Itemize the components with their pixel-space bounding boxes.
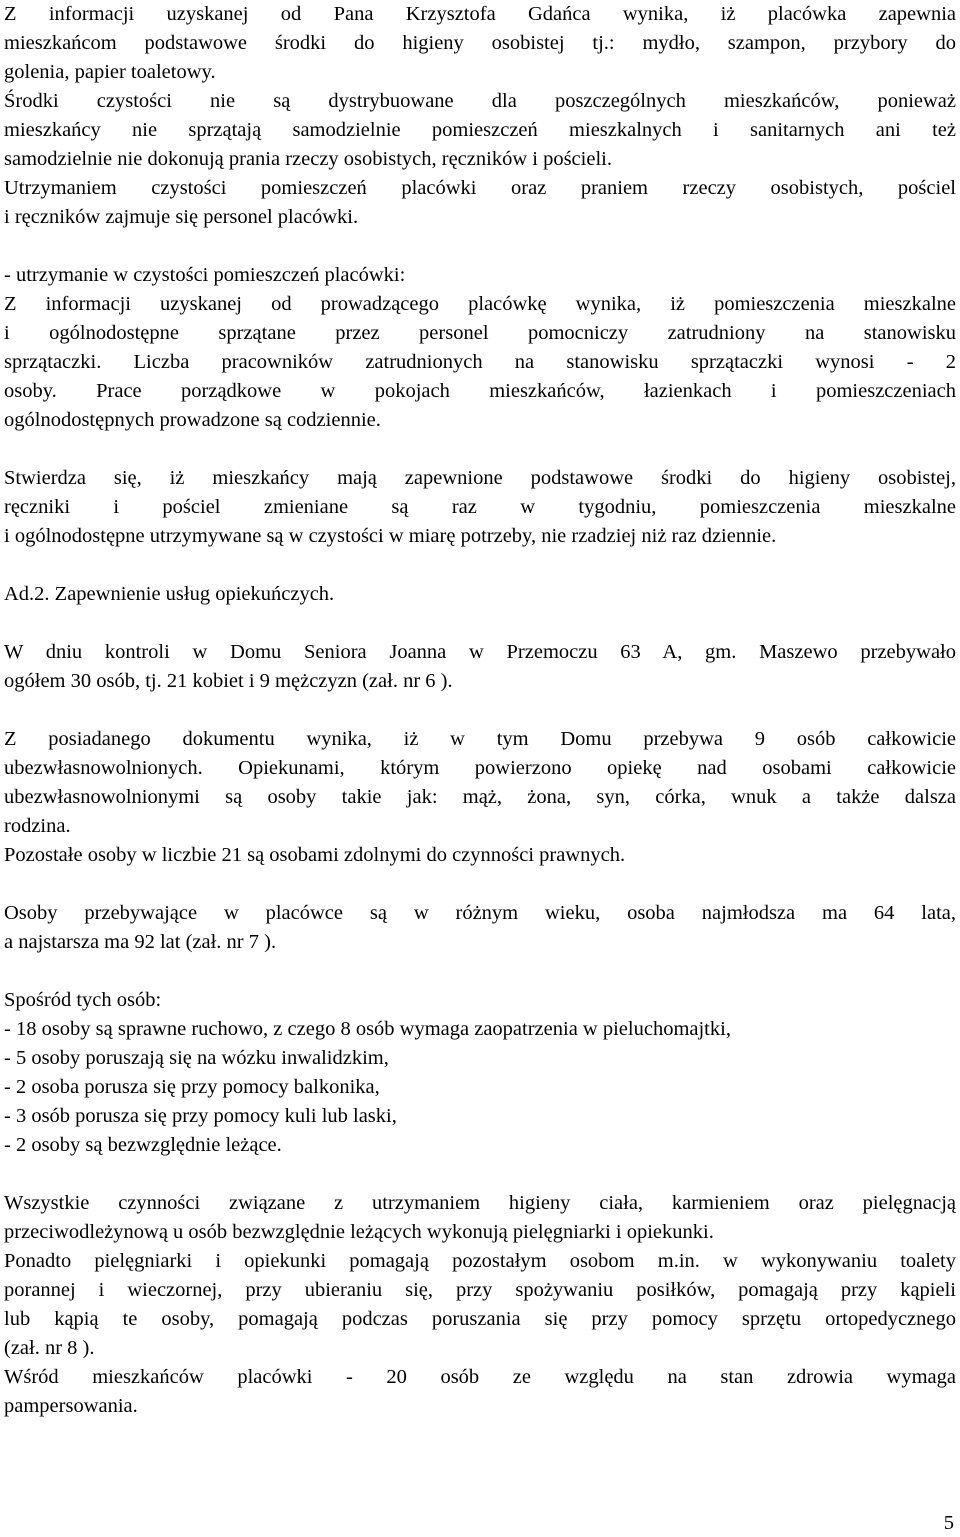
paragraph-gap (4, 551, 956, 580)
list-item: - 2 osoba porusza się przy pomocy balkonika, (4, 1076, 380, 1098)
text-line: Wśród mieszkańców placówki - 20 osób ze względu na stan zdrowia wymaga (4, 1366, 956, 1388)
paragraph-gap (4, 870, 956, 899)
text-line: ubezwłasnowolnionych. Opiekunami, którym powierzono opiekę nad osobami całkowicie (4, 757, 956, 779)
text-line: Ponadto pielęgniarki i opiekunki pomagają pozostałym osobom m.in. w wykonywaniu toalety (4, 1250, 956, 1272)
text-line: porannej i wieczornej, przy ubieraniu się, przy spożywaniu posiłków, pomagają przy kąpieli (4, 1279, 956, 1301)
text-line: golenia, papier toaletowy. (4, 61, 216, 83)
text-line: Wszystkie czynności związane z utrzymaniem higieny ciała, karmieniem oraz pielęgnacją (4, 1192, 956, 1214)
page-number: 5 (943, 1512, 954, 1534)
text-line: ogólnodostępnych prowadzone są codziennie. (4, 409, 381, 431)
text-line: sprzątaczki. Liczba pracowników zatrudnionych na stanowisku sprzątaczki wynosi - 2 (4, 351, 956, 373)
text-line: a najstarsza ma 92 lat (zał. nr 7 ). (4, 931, 277, 953)
text-line: Z posiadanego dokumentu wynika, iż w tym Domu przebywa 9 osób całkowicie (4, 728, 956, 750)
paragraph-gap (4, 609, 956, 638)
text-line: Środki czystości nie są dystrybuowane dla poszczególnych mieszkańców, ponieważ (4, 90, 956, 112)
list-item: - 3 osób porusza się przy pomocy kuli lub laski, (4, 1105, 397, 1127)
text-line: Z informacji uzyskanej od Pana Krzysztofa Gdańca wynika, iż placówka zapewnia (4, 3, 956, 25)
text-line: mieszkańcy nie sprzątają samodzielnie pomieszczeń mieszkalnych i sanitarnych ani też (4, 119, 956, 141)
text-line: ubezwłasnowolnionymi są osoby takie jak: mąż, żona, syn, córka, wnuk a także dalsza (4, 786, 956, 808)
text-line: (zał. nr 8 ). (4, 1337, 95, 1359)
paragraph-gap (4, 232, 956, 261)
text-line: - utrzymanie w czystości pomieszczeń placówki: (4, 264, 406, 286)
list-item: - 5 osoby poruszają się na wózku inwalidzkim, (4, 1047, 389, 1069)
text-line: W dniu kontroli w Domu Seniora Joanna w Przemoczu 63 A, gm. Maszewo przebywało (4, 641, 956, 663)
text-line: Stwierdza się, iż mieszkańcy mają zapewnione podstawowe środki do higieny osobistej, (4, 467, 956, 489)
text-line: Utrzymaniem czystości pomieszczeń placówki oraz praniem rzeczy osobistych, pościel (4, 177, 956, 199)
text-line: Spośród tych osób: (4, 989, 162, 1011)
paragraph-gap (4, 696, 956, 725)
text-line: i ręczników zajmuje się personel placówki. (4, 206, 359, 228)
list-item: - 2 osoby są bezwzględnie leżące. (4, 1134, 282, 1156)
text-line: ogółem 30 osób, tj. 21 kobiet i 9 mężczyzn (zał. nr 6 ). (4, 670, 453, 692)
text-line: pampersowania. (4, 1395, 138, 1417)
paragraph-gap (4, 957, 956, 986)
text-line: Pozostałe osoby w liczbie 21 są osobami zdolnymi do czynności prawnych. (4, 844, 626, 866)
text-line: osoby. Prace porządkowe w pokojach mieszkańców, łazienkach i pomieszczeniach (4, 380, 956, 402)
text-line: samodzielnie nie dokonują prania rzeczy osobistych, ręczników i pościeli. (4, 148, 612, 170)
text-line: Osoby przebywające w placówce są w różnym wieku, osoba najmłodsza ma 64 lata, (4, 902, 956, 924)
text-line: i ogólnodostępne utrzymywane są w czystości w miarę potrzeby, nie rzadziej niż raz dziennie. (4, 525, 777, 547)
text-line: rodzina. (4, 815, 71, 837)
text-line: lub kąpią te osoby, pomagają podczas poruszania się przy pomocy sprzętu ortopedycznego (4, 1308, 956, 1330)
document-page (4, 0, 956, 1421)
paragraph-gap (4, 435, 956, 464)
list-item: - 18 osoby są sprawne ruchowo, z czego 8 osób wymaga zaopatrzenia w pieluchomajtki, (4, 1018, 731, 1040)
text-line: ręczniki i pościel zmieniane są raz w tygodniu, pomieszczenia mieszkalne (4, 496, 956, 518)
text-line: mieszkańcom podstawowe środki do higieny osobistej tj.: mydło, szampon, przybory do (4, 32, 956, 54)
text-line: przeciwodleżynową u osób bezwzględnie leżących wykonują pielęgniarki i opiekunki. (4, 1221, 714, 1243)
section-heading: Ad.2. Zapewnienie usług opiekuńczych. (4, 583, 335, 605)
text-line: Z informacji uzyskanej od prowadzącego placówkę wynika, iż pomieszczenia mieszkalne (4, 293, 956, 315)
paragraph-gap (4, 1160, 956, 1189)
text-line: i ogólnodostępne sprzątane przez personel pomocniczy zatrudniony na stanowisku (4, 322, 956, 344)
